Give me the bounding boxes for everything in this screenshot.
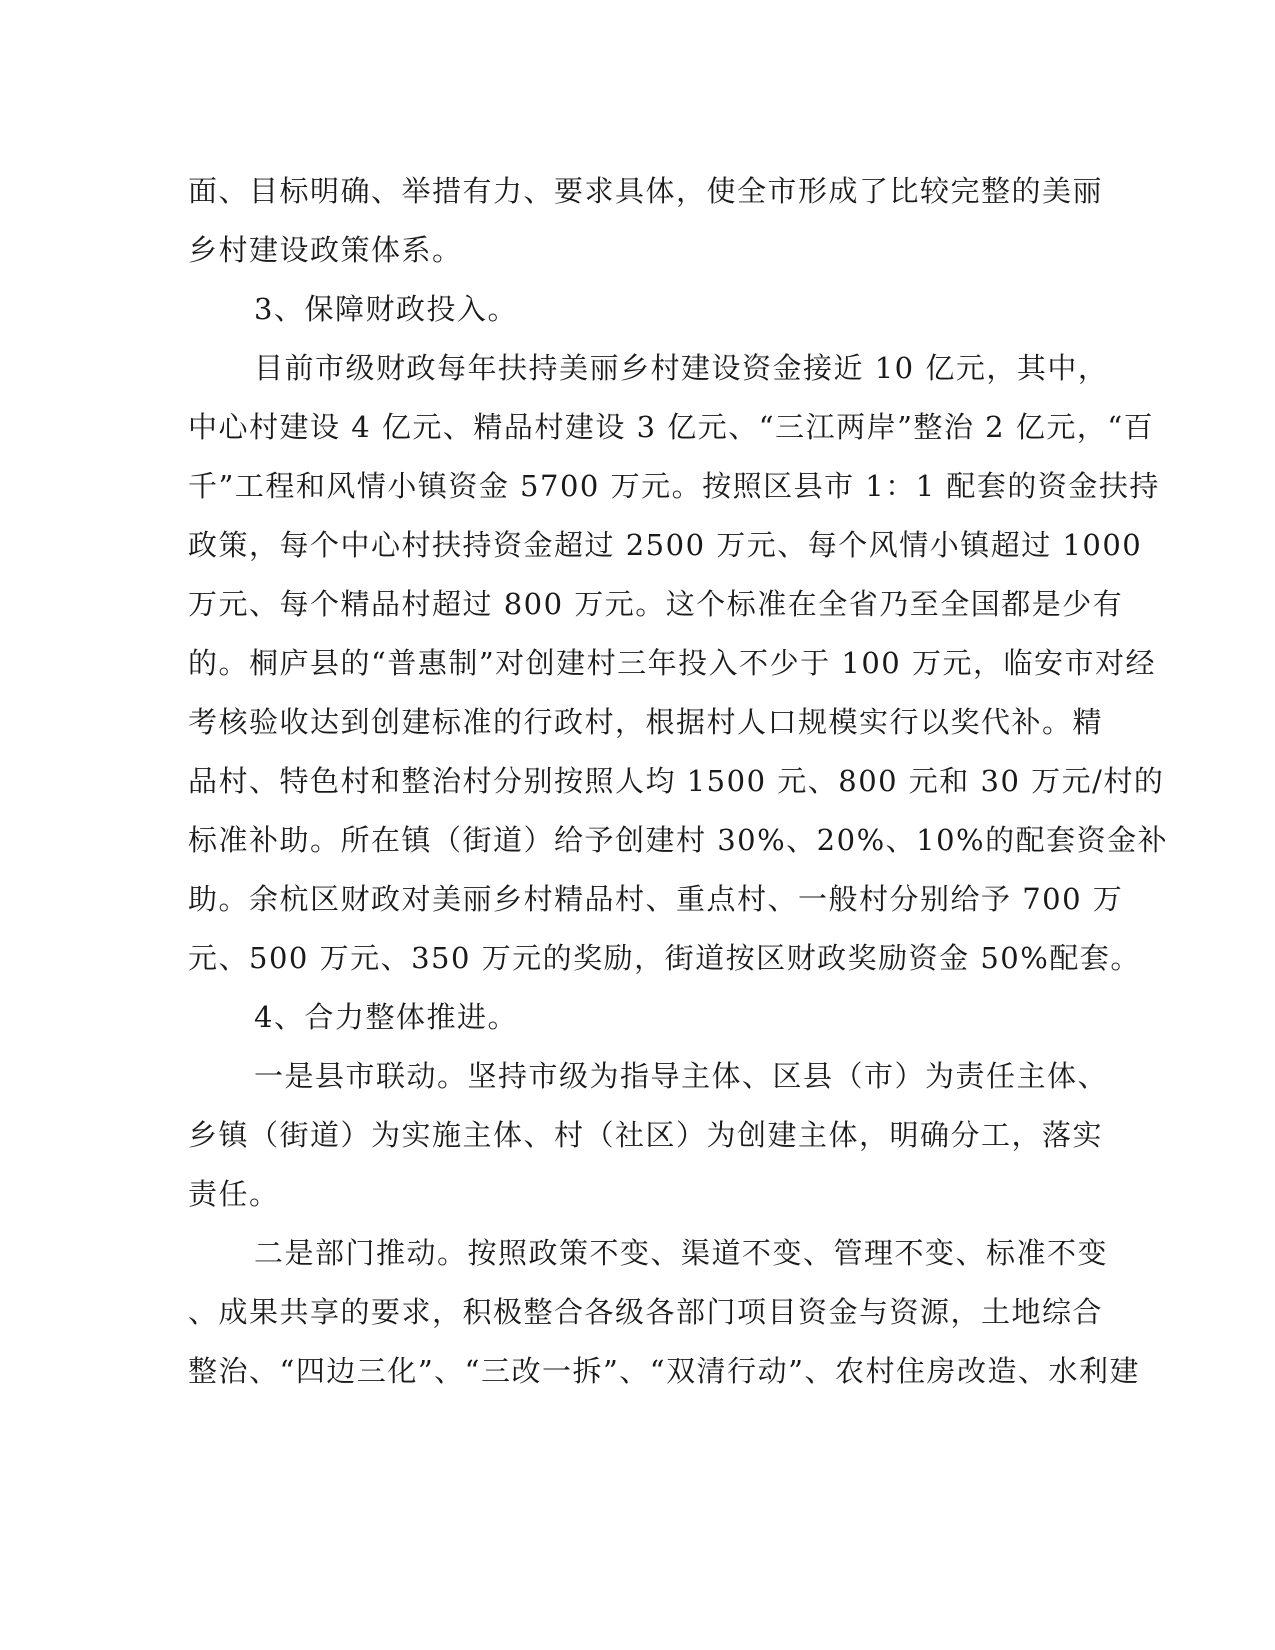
- text-line: 中心村建设 4 亿元、精品村建设 3 亿元、“三江两岸”整治 2 亿元，“百: [188, 410, 1155, 444]
- text-line: 万元、每个精品村超过 800 万元。这个标准在全省乃至全国都是少有: [188, 587, 1124, 621]
- text-line: 考核验收达到创建标准的行政村，根据村人口规模实行以奖代补。精: [188, 705, 1104, 739]
- text-line: 目前市级财政每年扶持美丽乡村建设资金接近 10 亿元，其中，: [254, 351, 1109, 385]
- text-line: 元、500 万元、350 万元的奖励，街道按区财政奖励资金 50%配套。: [188, 941, 1141, 975]
- text-line: 的。桐庐县的“普惠制”对创建村三年投入不少于 100 万元，临安市对经: [188, 646, 1156, 680]
- text-line: 千”工程和风情小镇资金 5700 万元。按照区县市 1：1 配套的资金扶持: [188, 469, 1160, 503]
- text-line: 3、保障财政投入。: [254, 292, 518, 326]
- text-line: 乡村建设政策体系。: [188, 233, 463, 267]
- text-line: 一是县市联动。坚持市级为指导主体、区县（市）为责任主体、: [254, 1059, 1109, 1093]
- text-line: 责任。: [188, 1177, 280, 1211]
- text-line: 、成果共享的要求，积极整合各级各部门项目资金与资源，土地综合: [188, 1295, 1104, 1329]
- text-line: 整治、“四边三化”、“三改一拆”、“双清行动”、农村住房改造、水利建: [188, 1354, 1140, 1388]
- text-line: 乡镇（街道）为实施主体、村（社区）为创建主体，明确分工，落实: [188, 1118, 1104, 1152]
- text-line: 品村、特色村和整治村分别按照人均 1500 元、800 元和 30 万元/村的: [188, 764, 1165, 798]
- text-line: 面、目标明确、举措有力、要求具体，使全市形成了比较完整的美丽: [188, 174, 1104, 208]
- text-line: 4、合力整体推进。: [254, 1000, 518, 1034]
- text-line: 助。余杭区财政对美丽乡村精品村、重点村、一般村分别给予 700 万: [188, 882, 1124, 916]
- text-line: 二是部门推动。按照政策不变、渠道不变、管理不变、标准不变: [254, 1236, 1109, 1270]
- text-line: 标准补助。所在镇（街道）给予创建村 30%、20%、10%的配套资金补: [188, 823, 1169, 857]
- text-line: 政策，每个中心村扶持资金超过 2500 万元、每个风情小镇超过 1000: [188, 528, 1143, 562]
- document-body: [188, 162, 1169, 1401]
